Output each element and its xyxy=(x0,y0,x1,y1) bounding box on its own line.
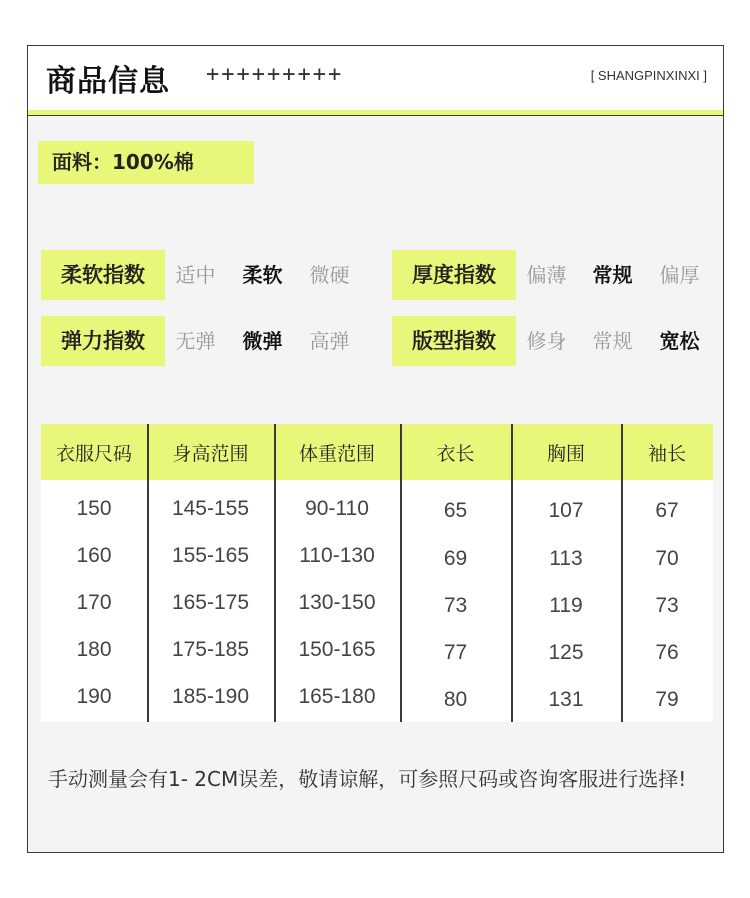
table-cell: 165-180 xyxy=(298,685,376,708)
header-size: 衣服尺码 xyxy=(55,443,132,465)
table-cell: 77 xyxy=(443,641,468,664)
header-chest: 胸围 xyxy=(546,443,585,465)
header-height: 身高范围 xyxy=(172,443,249,465)
table-cell: 150-165 xyxy=(298,638,376,661)
thickness-option-2: 常规 xyxy=(592,263,633,287)
column-divider xyxy=(511,424,513,722)
softness-option-2: 柔软 xyxy=(242,263,283,287)
header-bar xyxy=(28,46,723,111)
header-length: 衣长 xyxy=(436,443,475,465)
accent-divider xyxy=(28,110,723,116)
fit-index-label: 版型指数 xyxy=(392,316,516,366)
fabric-label: 面料：100%棉 xyxy=(38,141,254,184)
thickness-index-label: 厚度指数 xyxy=(392,250,516,300)
table-cell: 170 xyxy=(76,591,112,614)
table-cell: 80 xyxy=(443,688,468,711)
table-cell: 155-165 xyxy=(171,544,250,567)
table-cell: 131 xyxy=(548,688,584,711)
table-cell: 125 xyxy=(548,641,584,664)
table-cell: 119 xyxy=(549,594,583,617)
plus-decoration: +++++++++ xyxy=(206,62,344,87)
table-cell: 130-150 xyxy=(298,591,376,614)
table-cell: 165-175 xyxy=(171,591,250,614)
product-info-card xyxy=(27,45,724,853)
column-divider xyxy=(147,424,149,722)
table-cell: 110-130 xyxy=(299,544,375,567)
table-cell: 76 xyxy=(655,641,679,664)
thickness-option-1: 偏薄 xyxy=(526,263,567,287)
elasticity-option-3: 高弹 xyxy=(309,329,350,353)
table-cell: 70 xyxy=(655,547,679,570)
table-cell: 175-185 xyxy=(171,638,250,661)
size-table-header xyxy=(41,424,713,480)
table-cell: 150 xyxy=(76,497,112,520)
table-cell: 113 xyxy=(549,547,583,570)
column-divider xyxy=(400,424,402,722)
thickness-option-3: 偏厚 xyxy=(659,263,700,287)
softness-option-3: 微硬 xyxy=(309,263,350,287)
table-cell: 180 xyxy=(76,638,112,661)
table-cell: 69 xyxy=(443,547,468,570)
table-cell: 160 xyxy=(76,544,112,567)
softness-option-1: 适中 xyxy=(175,263,216,287)
header-sleeve: 袖长 xyxy=(647,443,686,465)
fit-option-2: 常规 xyxy=(592,329,633,353)
softness-index-label: 柔软指数 xyxy=(41,250,165,300)
table-cell: 73 xyxy=(443,594,468,617)
table-cell: 65 xyxy=(443,499,468,522)
table-cell: 145-155 xyxy=(171,497,250,520)
section-code: [ SHANGPINXINXI ] xyxy=(590,68,707,83)
header-weight: 体重范围 xyxy=(298,443,375,465)
size-table xyxy=(41,424,713,722)
measurement-note: 手动测量会有1- 2CM误差，敬请谅解，可参照尺码或咨询客服进行选择! xyxy=(48,767,687,791)
fit-option-3: 宽松 xyxy=(659,329,700,353)
table-cell: 107 xyxy=(548,499,584,522)
table-cell: 90-110 xyxy=(305,497,369,520)
table-cell: 185-190 xyxy=(171,685,250,708)
column-divider xyxy=(274,424,276,722)
table-cell: 73 xyxy=(655,594,679,617)
table-cell: 67 xyxy=(655,499,679,522)
table-cell: 79 xyxy=(655,688,679,711)
elasticity-index-label: 弹力指数 xyxy=(41,316,165,366)
table-cell: 190 xyxy=(76,685,112,708)
section-title: 商品信息 xyxy=(46,64,170,99)
column-divider xyxy=(621,424,623,722)
fit-option-1: 修身 xyxy=(526,329,567,353)
elasticity-option-1: 无弹 xyxy=(175,329,216,353)
elasticity-option-2: 微弹 xyxy=(242,329,283,353)
